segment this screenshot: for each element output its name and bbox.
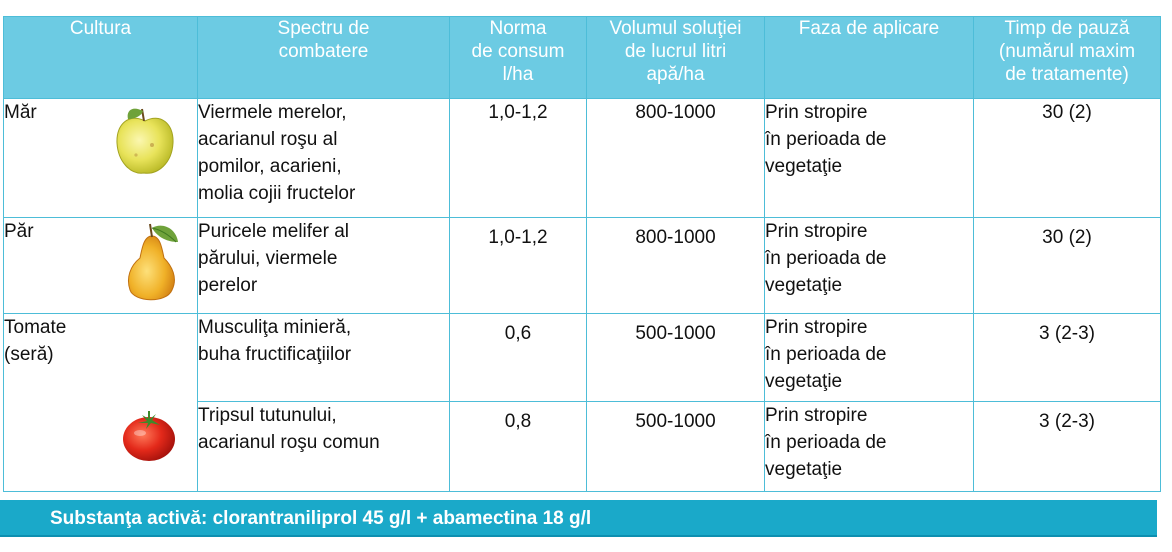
- faza-cell: Prin stropire în perioada de vegetaţie: [765, 314, 974, 402]
- faza-cell: Prin stropire în perioada de vegetaţie: [765, 402, 974, 492]
- spectru-cell: Tripsul tutunului, acarianul roşu comun: [198, 402, 450, 492]
- faza-cell: Prin stropire în perioada de vegetaţie: [765, 99, 974, 218]
- cultura-name: Măr: [4, 102, 37, 123]
- active-substance-banner: Substanţa activă: clorantraniliprol 45 g/l + abamectina 18 g/l: [0, 500, 1157, 537]
- header-norma: Norma de consum l/ha: [450, 17, 587, 99]
- norma-cell: 0,8: [450, 402, 587, 492]
- spectru-cell: Musculiţa minieră, buha fructificaţiilor: [198, 314, 450, 402]
- header-row: [4, 17, 1161, 99]
- spectru-cell: Viermele merelor, acarianul roşu al pomilor, acarieni, molia cojii fructelor: [198, 99, 450, 218]
- table-row: [4, 99, 1161, 218]
- pauza-cell: 3 (2-3): [974, 402, 1161, 492]
- cultura-cell: [4, 99, 198, 218]
- cultura-cell: [4, 218, 198, 314]
- pauza-cell: 30 (2): [974, 218, 1161, 314]
- pear-icon: [122, 222, 188, 306]
- pauza-cell: 30 (2): [974, 99, 1161, 218]
- header-spectru: Spectru de combatere: [198, 17, 450, 99]
- table-row: [4, 218, 1161, 314]
- cultura-note: (seră): [4, 344, 54, 365]
- cultura-name: Păr: [4, 221, 34, 242]
- volum-cell: 500-1000: [587, 402, 765, 492]
- cultura-name: Tomate: [4, 317, 67, 338]
- norma-cell: 1,0-1,2: [450, 99, 587, 218]
- faza-cell: Prin stropire în perioada de vegetaţie: [765, 218, 974, 314]
- tomato-icon: [120, 407, 178, 463]
- volum-cell: 500-1000: [587, 314, 765, 402]
- norma-cell: 0,6: [450, 314, 587, 402]
- cultura-cell: [4, 314, 198, 492]
- spectru-cell: Puricele melifer al părului, viermele perelor: [198, 218, 450, 314]
- header-faza: Faza de aplicare: [765, 17, 974, 99]
- header-volum: Volumul soluţiei de lucrul litri apă/ha: [587, 17, 765, 99]
- header-pauza: Timp de pauză (numărul maxim de tratamente): [974, 17, 1161, 99]
- volum-cell: 800-1000: [587, 99, 765, 218]
- pauza-cell: 3 (2-3): [974, 314, 1161, 402]
- treatment-table: [3, 16, 1161, 492]
- norma-cell: 1,0-1,2: [450, 218, 587, 314]
- header-cultura: Cultura: [4, 17, 198, 99]
- table-row: [4, 314, 1161, 402]
- apple-icon: [112, 105, 178, 177]
- volum-cell: 800-1000: [587, 218, 765, 314]
